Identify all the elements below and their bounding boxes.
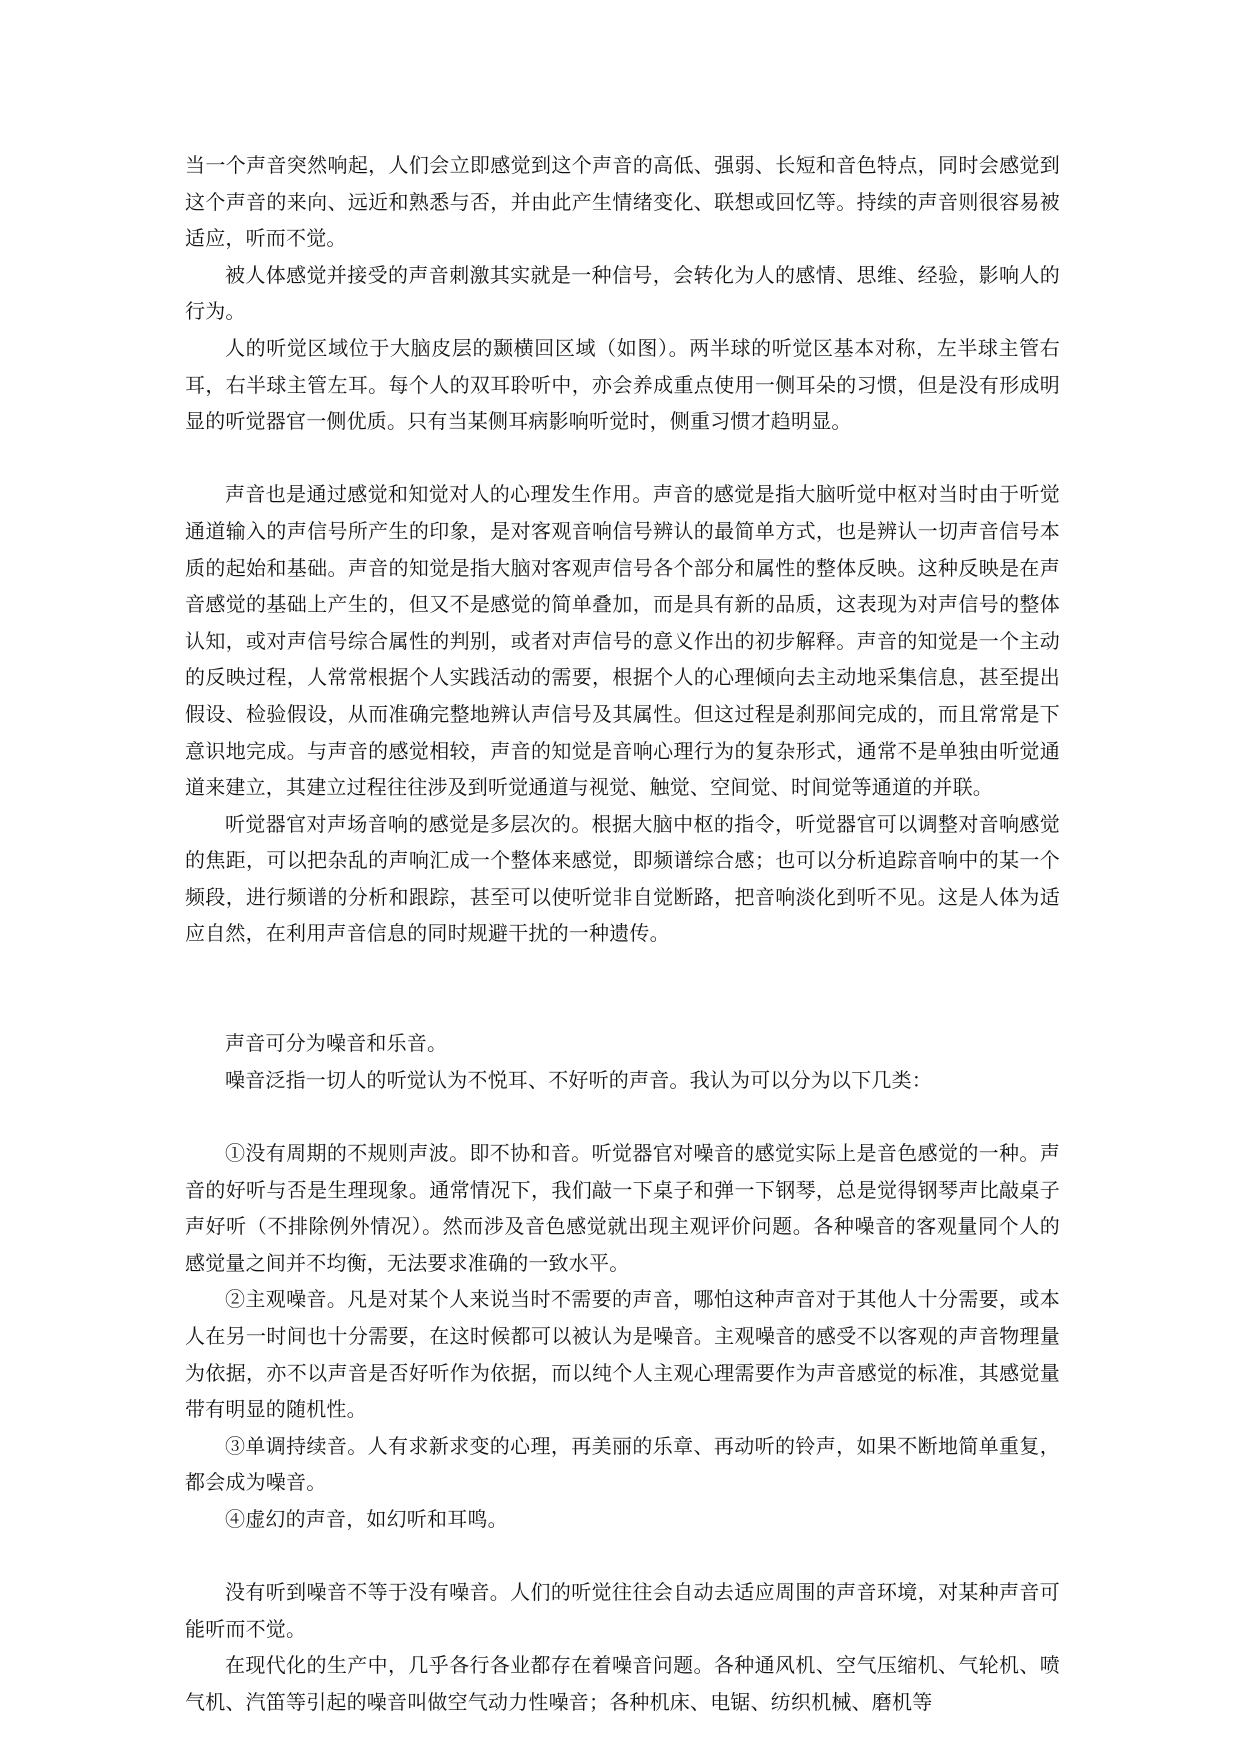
- paragraph-auditory-area: 人的听觉区域位于大脑皮层的颞横回区域（如图）。两半球的听觉区基本对称，左半球主管右耳，右半球主管左耳。每个人的双耳聆听中，亦会养成重点使用一侧耳朵的习惯，但是没有形成明显的听觉器官一侧优质。只有当某侧耳病影响听觉时，侧重习惯才趋明显。: [185, 335, 1060, 434]
- blank-line: [185, 1538, 1060, 1575]
- paragraph-noise-type-2: ②主观噪音。凡是对某个人来说当时不需要的声音，哪怕这种声音对于其他人十分需要，或本人在另一时间也十分需要，在这时候都可以被认为是噪音。主观噪音的感受不以客观的声音物理量为依据，亦不以声音是否好听作为依据，而以纯个人主观心理需要作为声音感觉的标准，其感觉量带有明显的随机性。: [185, 1287, 1060, 1422]
- paragraph-unheard-noise: 没有听到噪音不等于没有噪音。人们的听觉往往会自动去适应周围的声音环境，对某种声音可能听而不觉。: [185, 1580, 1060, 1641]
- blank-lines: [185, 952, 1060, 1025]
- paragraph-sound-perception: 当一个声音突然响起，人们会立即感觉到这个声音的高低、强弱、长短和音色特点，同时会感觉到这个声音的来向、远近和熟悉与否，并由此产生情绪变化、联想或回忆等。持续的声音则很容易被适应，听而不觉。: [185, 153, 1060, 251]
- paragraph-sound-signal: 被人体感觉并接受的声音刺激其实就是一种信号，会转化为人的感情、思维、经验，影响人的行为。: [185, 262, 1060, 324]
- paragraph-noise-definition: 噪音泛指一切人的听觉认为不悦耳、不好听的声音。我认为可以分为以下几类：: [225, 1067, 932, 1092]
- paragraph-noise-type-1: ①没有周期的不规则声波。即不协和音。听觉器官对噪音的感觉实际上是音色感觉的一种。声音的好听与否是生理现象。通常情况下，我们敲一下桌子和弹一下钢琴，总是觉得钢琴声比敲桌子声好听（不排除例外情况）。然而涉及音色感觉就出现主观评价问题。各种噪音的客观量同个人的感觉量之间并不均衡，无法要求准确的一致水平。: [185, 1141, 1060, 1275]
- blank-line: [185, 440, 1060, 477]
- paragraph-sound-classes: 声音可分为噪音和乐音。: [225, 1031, 448, 1056]
- document-page: [185, 147, 1060, 1721]
- paragraph-sensation-perception: 声音也是通过感觉和知觉对人的心理发生作用。声音的感觉是指大脑听觉中枢对当时由于听觉通道输入的声信号所产生的印象，是对客观音响信号辨认的最简单方式，也是辨认一切声音信号本质的起始和基础。声音的知觉是指大脑对客观声信号各个部分和属性的整体反映。这种反映是在声音感觉的基础上产生的，但又不是感觉的简单叠加，而是具有新的品质，这表现为对声信号的整体认知，或对声信号综合属性的判别，或者对声信号的意义作出的初步解释。声音的知觉是一个主动的反映过程，人常常根据个人实践活动的需要，根据个人的心理倾向去主动地采集信息，甚至提出假设、检验假设，从而准确完整地辨认声信号及其属性。但这过程是刹那间完成的，而且常常是下意识地完成。与声音的感觉相较，声音的知觉是音响心理行为的复杂形式，通常不是单独由听觉通道来建立，其建立过程往往涉及到听觉通道与视觉、触觉、空间觉、时间觉等通道的并联。: [185, 482, 1060, 800]
- blank-line: [185, 1098, 1060, 1135]
- paragraph-hearing-layers: 听觉器官对声场音响的感觉是多层次的。根据大脑中枢的指令，听觉器官可以调整对音响感觉的焦距，可以把杂乱的声响汇成一个整体来感觉，即频谱综合感；也可以分析追踪音响中的某一个频段，进行频谱的分析和跟踪，甚至可以使听觉非自觉断路，把音响淡化到听不见。这是人体为适应自然，在利用声音信息的同时规避干扰的一种遗传。: [185, 811, 1060, 946]
- paragraph-noise-type-4: ④虚幻的声音，如幻听和耳鸣。: [225, 1506, 508, 1531]
- paragraph-noise-type-3: ③单调持续音。人有求新求变的心理，再美丽的乐章、再动听的铃声，如果不断地简单重复，都会成为噪音。: [185, 1433, 1060, 1495]
- paragraph-industrial-noise: 在现代化的生产中，几乎各行各业都存在着噪音问题。各种通风机、空气压缩机、气轮机、喷气机、汽笛等引起的噪音叫做空气动力性噪音；各种机床、电锯、纺织机械、磨机等: [185, 1653, 1060, 1714]
